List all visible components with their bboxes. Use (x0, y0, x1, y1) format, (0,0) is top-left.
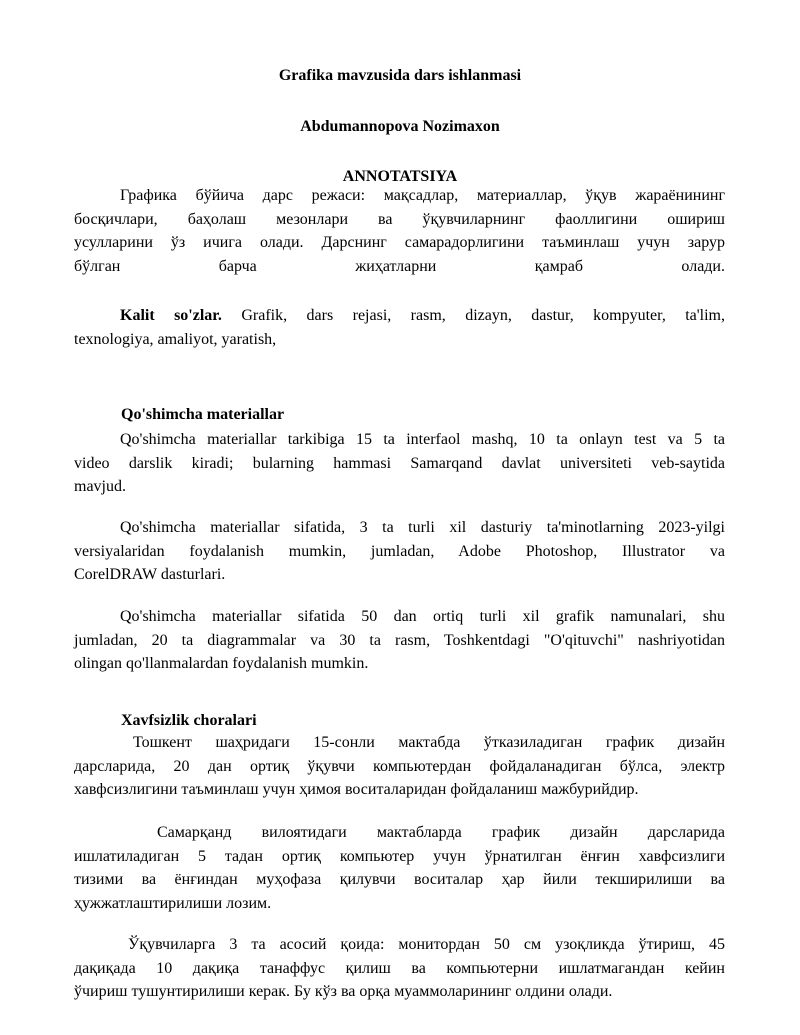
annotation-heading: ANNOTATSIYA (342, 168, 458, 185)
document-title: Grafika mavzusida dars ishlanmasi (278, 67, 522, 84)
paragraph-line: video darslik kiradi; bularning hammasi Samarqand davlat universiteti veb-saytida (74, 454, 725, 472)
paragraph-line: jumladan, 20 ta diagrammalar va 30 ta rasm, Toshkentdagi "O'qituvchi" nashriyotidan (74, 631, 725, 649)
document-author: Abdumannopova Nozimaxon (300, 118, 500, 135)
paragraph-line: хавфсизлигини таъминлаш учун ҳимоя воситаларидан фойдаланиш мажбурийдир. (74, 781, 639, 798)
paragraph-line: mavjud. (74, 478, 126, 495)
annotation-paragraph (74, 184, 725, 278)
annotation-line: бўлган барча жиҳатларни қамраб олади. (74, 257, 725, 275)
paragraph-line: Qo'shimcha materiallar sifatida, 3 ta turli xil dasturiy ta'minotlarning 2023-yilgi (120, 519, 725, 536)
paragraph-line: olingan qo'llanmalardan foydalanish mumkin. (74, 655, 369, 672)
keywords-line (74, 304, 725, 328)
paragraph-line: дақиқада 10 дақиқа танаффус қилиш ва компьютерни ишлатмагандан кейин (74, 959, 725, 977)
section2-paragraph-2 (74, 821, 725, 915)
section1-paragraph-2 (74, 516, 725, 587)
paragraph-line: CorelDRAW dasturlari. (74, 566, 226, 583)
annotation-line: усулларини ўз ичига олади. Дарснинг самарадорлигини таъминлаш учун зарур (74, 234, 725, 251)
keywords-paragraph (74, 304, 725, 351)
paragraph-line: Ўқувчиларга 3 та асосий қоида: монитордан 50 см узоқликда ўтириш, 45 (128, 936, 725, 953)
paragraph-line: Qo'shimcha materiallar tarkibiga 15 ta interfaol mashq, 10 ta onlayn test va 5 ta (120, 431, 725, 448)
section2-paragraph-3 (74, 933, 725, 1004)
annotation-line: Графика бўйича дарс режаси: мақсадлар, материаллар, ўқув жараёнининг (120, 187, 725, 204)
paragraph-line: дарсларида, 20 дан ортиқ ўқувчи компьютердан фойдаланадиган бўлса, электр (74, 757, 725, 775)
paragraph-line: versiyalaridan foydalanish mumkin, jumladan, Adobe Photoshop, Illustrator va (74, 542, 725, 560)
paragraph-line: ҳужжатлаштирилиши лозим. (74, 894, 272, 912)
paragraph-line: ўчириш тушунтирилиши керак. Бу кўз ва орқа муаммоларининг олдини олади. (74, 983, 613, 1000)
keywords-label: Kalit so'zlar. (120, 307, 222, 324)
paragraph-line: Тошкент шаҳридаги 15-сонли мактабда ўтказиладиган график дизайн (133, 734, 725, 751)
paragraph-line: Самарқанд вилоятидаги мактабларда график дизайн дарсларида (157, 824, 725, 841)
section-heading: Xavfsizlik choralari (121, 712, 257, 729)
paragraph-line: ишлатиладиган 5 тадан ортиқ компьютер учун ўрнатилган ёнғин хавфсизлиги (74, 847, 725, 865)
section2-paragraph-1 (74, 731, 725, 802)
keywords-line: texnologiya, amaliyot, yaratish, (74, 330, 277, 348)
paragraph-line: тизими ва ёнғиндан муҳофаза қилувчи воситалар ҳар йили текширилиши ва (74, 871, 725, 888)
keywords-text: Grafik, dars rejasi, rasm, dizayn, dastur, kompyuter, ta'lim, (241, 307, 726, 324)
section1-paragraph-3 (74, 605, 725, 676)
annotation-line: босқичлари, баҳолаш мезонлари ва ўқувчиларнинг фаоллигини ошириш (74, 210, 725, 228)
section1-paragraph-1 (74, 428, 725, 499)
section-heading: Qo'shimcha materiallar (121, 406, 285, 423)
paragraph-line: Qo'shimcha materiallar sifatida 50 dan ortiq turli xil grafik namunalari, shu (120, 608, 725, 625)
